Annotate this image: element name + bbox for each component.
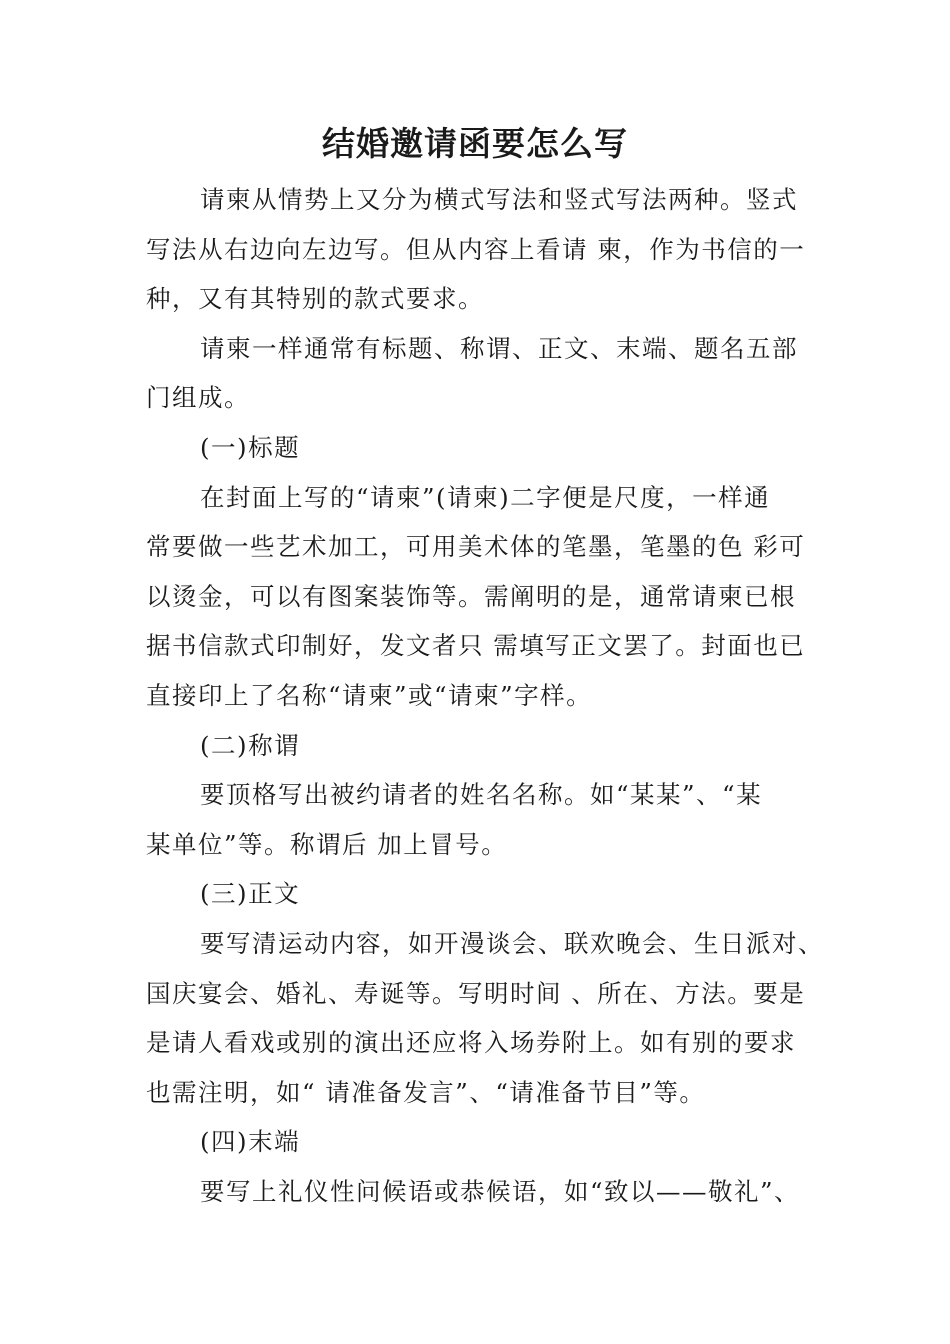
text-line: 据书信款式印制好，发文者只 需填写正文罢了。封面也已 xyxy=(146,631,806,661)
text-line: 国庆宴会、婚礼、寿诞等。写明时间 、所在、方法。要是 xyxy=(146,978,806,1008)
text-line: 种，又有其特别的款式要求。 xyxy=(146,284,484,314)
text-line: 在封面上写的“请柬”(请柬)二字便是尺度，一样通 xyxy=(200,482,771,512)
document-title: 结婚邀请函要怎么写 xyxy=(322,124,628,163)
text-line: 请柬一样通常有标题、称谓、正文、末端、题名五部 xyxy=(200,333,798,363)
text-line: 常要做一些艺术加工，可用美术体的笔墨，笔墨的色 彩可 xyxy=(146,532,806,562)
document-body xyxy=(146,175,826,1216)
text-line: 要写清运动内容，如开漫谈会、联欢晚会、生日派对、 xyxy=(200,928,824,958)
text-line: 要写上礼仪性问候语或恭候语，如“致以——敬礼”、 xyxy=(200,1176,801,1206)
text-line: 也需注明，如“ 请准备发言”、“请准备节目”等。 xyxy=(146,1077,706,1107)
section-heading: (二)称谓 xyxy=(200,730,301,760)
paragraph xyxy=(146,770,826,869)
section-heading: (一)标题 xyxy=(200,432,301,462)
paragraph xyxy=(146,175,826,324)
section-heading: (四)末端 xyxy=(200,1127,301,1157)
text-line: 以烫金，可以有图案装饰等。需阐明的是，通常请柬已根 xyxy=(146,581,796,611)
text-line: 某单位”等。称谓后 加上冒号。 xyxy=(146,829,508,859)
text-line: 是请人看戏或别的演出还应将入场券附上。如有别的要求 xyxy=(146,1028,796,1058)
paragraph xyxy=(146,919,826,1117)
section-heading: (三)正文 xyxy=(200,879,301,909)
text-line: 门组成。 xyxy=(146,383,250,413)
text-line: 直接印上了名称“请柬”或“请柬”字样。 xyxy=(146,680,593,710)
text-line: 写法从右边向左边写。但从内容上看请 柬，作为书信的一 xyxy=(146,234,806,264)
paragraph xyxy=(146,473,826,721)
paragraph xyxy=(146,1167,826,1217)
text-line: 要顶格写出被约请者的姓名名称。如“某某”、“某 xyxy=(200,780,763,810)
paragraph xyxy=(146,324,826,423)
text-line: 请柬从情势上又分为横式写法和竖式写法两种。竖式 xyxy=(200,185,798,214)
